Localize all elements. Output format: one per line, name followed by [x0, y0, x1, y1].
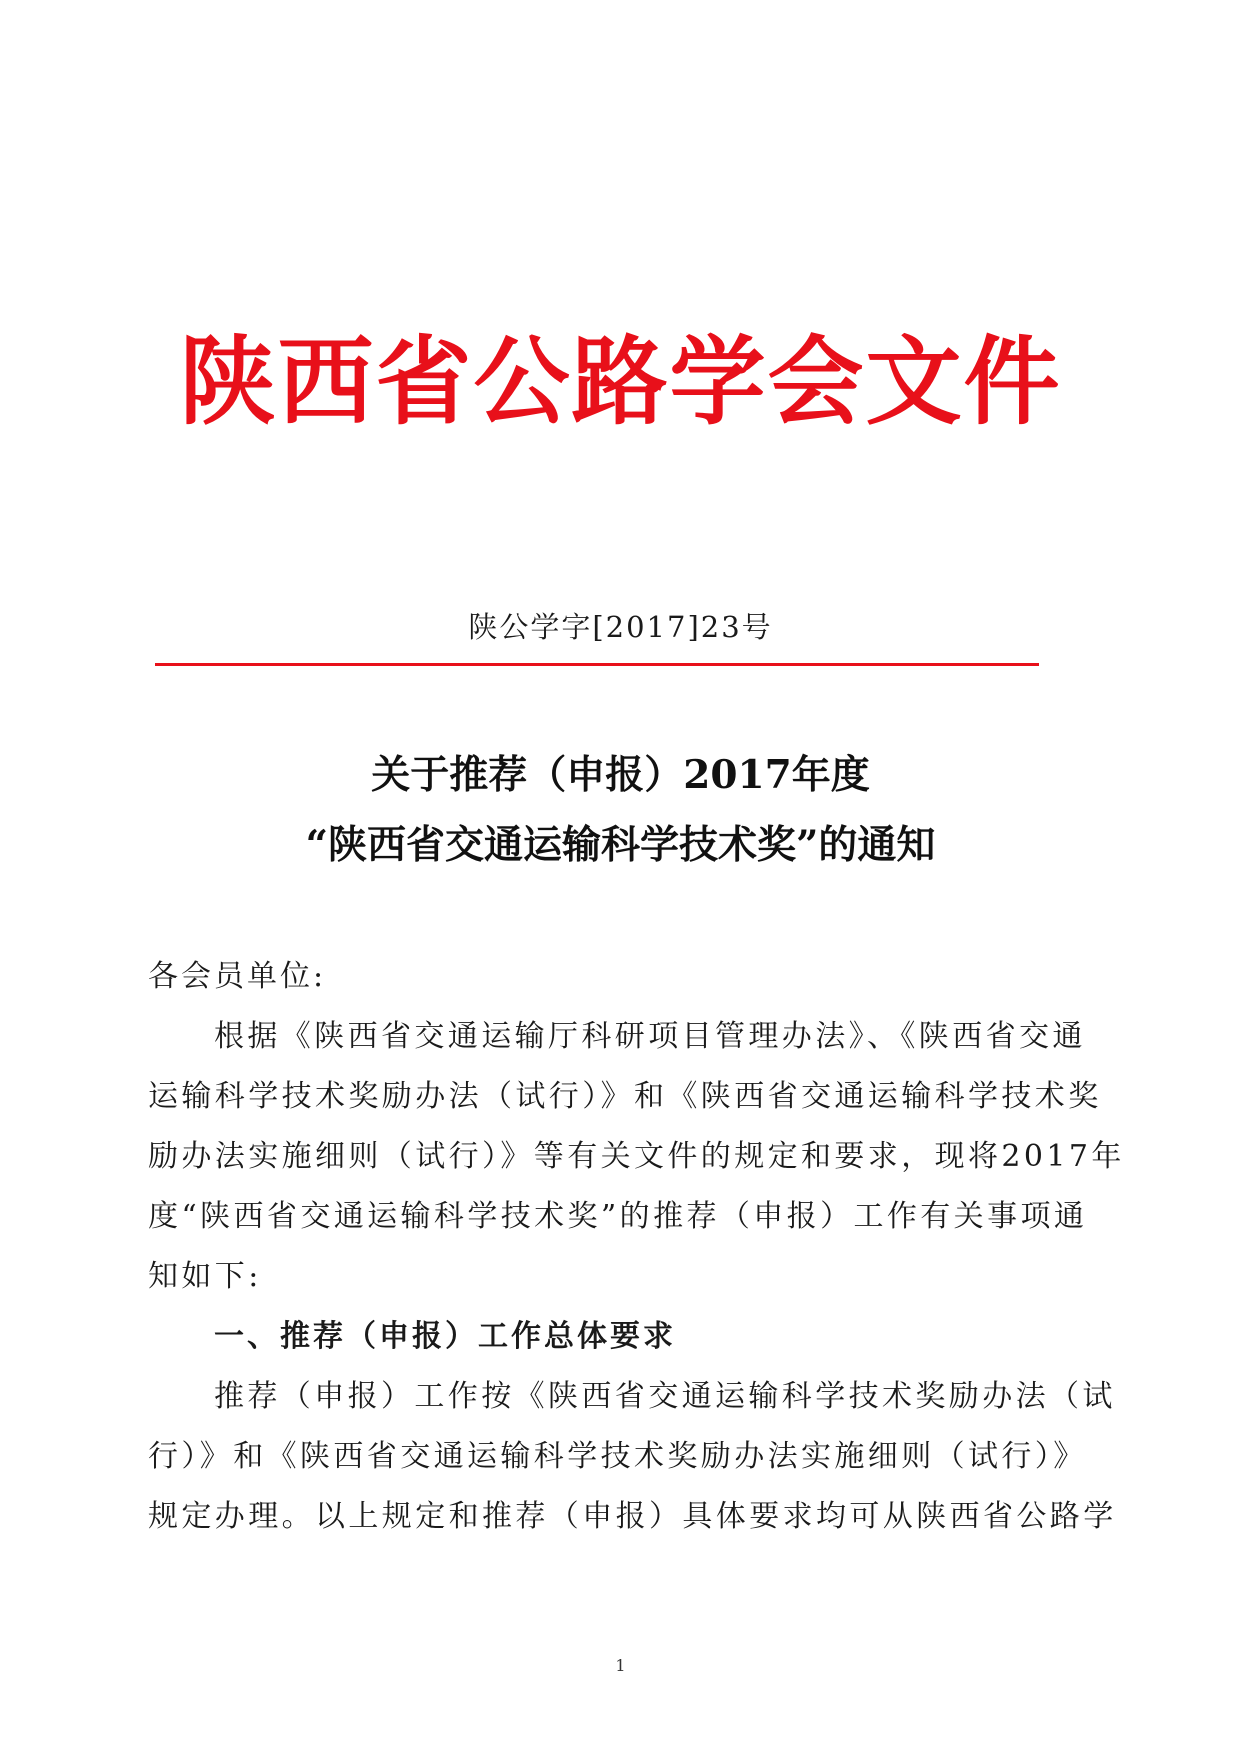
paragraph-2-line-1: 推荐（申报）工作按《陕西省交通运输科学技术奖励办法（试: [214, 1379, 1116, 1414]
salutation: 各会员单位:: [148, 959, 327, 994]
notice-title-line-1: 关于推荐（申报）2017年度: [371, 752, 870, 798]
notice-title: [0, 740, 1241, 880]
page-number: 1: [615, 1656, 626, 1675]
paragraph-2-line-3: 规定办理。以上规定和推荐（申报）具体要求均可从陕西省公路学: [148, 1499, 1117, 1534]
paragraph-1-line-1: 根据《陕西省交通运输厅科研项目管理办法》、《陕西省交通: [214, 1019, 1086, 1054]
paragraph-1-line-2: 运输科学技术奖励办法（试行）》和《陕西省交通运输科学技术奖: [148, 1079, 1102, 1114]
org-header-title: 陕西省公路学会文件: [179, 325, 1062, 438]
document-number: 陕公学字[2017]23号: [468, 610, 773, 644]
paragraph-1-line-5: 知如下:: [148, 1259, 262, 1294]
notice-title-line-2: “陕西省交通运输科学技术奖”的通知: [305, 822, 936, 868]
paragraph-1-line-4: 度“陕西省交通运输科学技术奖”的推荐（申报）工作有关事项通: [148, 1199, 1088, 1234]
paragraph-1-line-3: 励办法实施细则（试行）》等有关文件的规定和要求，现将2017年: [148, 1139, 1125, 1174]
paragraph-2-line-2: 行）》和《陕西省交通运输科学技术奖励办法实施细则（试行）》: [148, 1439, 1087, 1474]
section-1-heading: 一、推荐（申报）工作总体要求: [214, 1319, 676, 1354]
red-divider-rule: [155, 663, 1039, 666]
